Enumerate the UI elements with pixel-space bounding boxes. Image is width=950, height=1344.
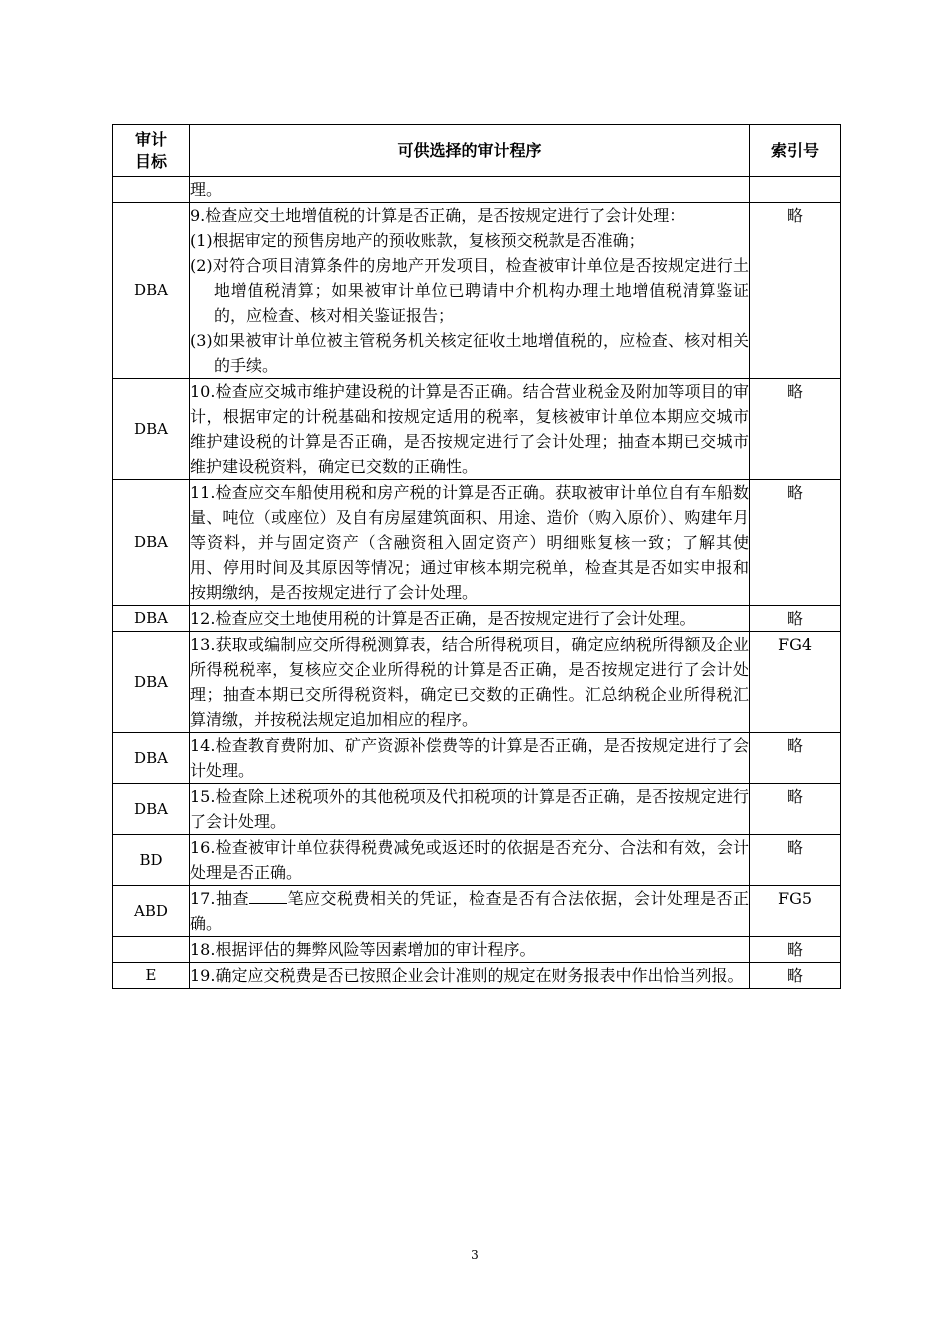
row-objective: DBA bbox=[113, 480, 190, 606]
row-procedure: 17.抽查 笔应交税费相关的凭证，检查是否有合法依据，会计处理是否正确。 bbox=[190, 886, 750, 937]
row-index bbox=[750, 177, 841, 203]
table-row bbox=[113, 379, 841, 480]
table-row bbox=[113, 963, 841, 989]
table-row bbox=[113, 886, 841, 937]
row-procedure: 14.检查教育费附加、矿产资源补偿费等的计算是否正确，是否按规定进行了会计处理。 bbox=[190, 733, 750, 784]
row-procedure: 19.确定应交税费是否已按照企业会计准则的规定在财务报表中作出恰当列报。 bbox=[190, 963, 750, 989]
audit-procedure-table bbox=[112, 124, 841, 989]
header-index: 索引号 bbox=[750, 125, 841, 177]
row-procedure: 理。 bbox=[190, 177, 750, 203]
row-procedure: 10.检查应交城市维护建设税的计算是否正确。结合营业税金及附加等项目的审计，根据审定的计税基础和按规定适用的税率，复核被审计单位本期应交城市维护建设税的计算是否正确，是否按规定进行了会计处理；抽查本期已交城市维护建设税资料，确定已交数的正确性。 bbox=[190, 379, 750, 480]
row-procedure: 12.检查应交土地使用税的计算是否正确，是否按规定进行了会计处理。 bbox=[190, 606, 750, 632]
row-index: FG5 bbox=[750, 886, 841, 937]
table-header-row bbox=[113, 125, 841, 177]
row-objective: DBA bbox=[113, 632, 190, 733]
row-procedure: 9.检查应交土地增值税的计算是否正确，是否按规定进行了会计处理： (1)根据审定的预售房地产的预收账款，复核预交税款是否准确； (2)对符合项目清算条件的房地产开发项目，检查被审计单位是否按规定进行土地增值税清算；如果被审计单位已聘请中介机构办理土地增值税清算鉴证的，应检查、核对相关鉴证报告； (3)如果被审计单位被主管税务机关核定征收土地增值税的，应检查、核对相关的手续。 bbox=[190, 203, 750, 379]
row-procedure: 11.检查应交车船使用税和房产税的计算是否正确。获取被审计单位自有车船数量、吨位（或座位）及自有房屋建筑面积、用途、造价（购入原价）、购建年月等资料，并与固定资产（含融资租入固定资产）明细账复核一致；了解其使用、停用时间及其原因等情况；通过审核本期完税单，检查其是否如实申报和按期缴纳，是否按规定进行了会计处理。 bbox=[190, 480, 750, 606]
table-row bbox=[113, 733, 841, 784]
table-row bbox=[113, 632, 841, 733]
row-objective: DBA bbox=[113, 784, 190, 835]
table-row bbox=[113, 480, 841, 606]
row-objective bbox=[113, 177, 190, 203]
header-procedure: 可供选择的审计程序 bbox=[190, 125, 750, 177]
row-index: 略 bbox=[750, 203, 841, 379]
header-objective: 审计 目标 bbox=[113, 125, 190, 177]
sub-item: (1)根据审定的预售房地产的预收账款，复核预交税款是否准确； bbox=[190, 231, 645, 250]
row-index: 略 bbox=[750, 963, 841, 989]
row-procedure: 16.检查被审计单位获得税费减免或返还时的依据是否充分、合法和有效，会计处理是否正确。 bbox=[190, 835, 750, 886]
row-objective: ABD bbox=[113, 886, 190, 937]
table-row bbox=[113, 203, 841, 379]
row-objective: E bbox=[113, 963, 190, 989]
row-index: 略 bbox=[750, 835, 841, 886]
row-procedure: 18.根据评估的舞弊风险等因素增加的审计程序。 bbox=[190, 937, 750, 963]
table-row bbox=[113, 177, 841, 203]
page-number: 3 bbox=[471, 1248, 479, 1262]
row-objective: DBA bbox=[113, 733, 190, 784]
fill-in-blank bbox=[249, 889, 287, 904]
row-objective bbox=[113, 937, 190, 963]
table-row bbox=[113, 606, 841, 632]
sub-item: (3)如果被审计单位被主管税务机关核定征收土地增值税的，应检查、核对相关的手续。 bbox=[190, 331, 749, 375]
row-index: 略 bbox=[750, 733, 841, 784]
row-index: 略 bbox=[750, 379, 841, 480]
row-objective: DBA bbox=[113, 203, 190, 379]
row-objective: DBA bbox=[113, 606, 190, 632]
row-index: 略 bbox=[750, 480, 841, 606]
row-index: 略 bbox=[750, 606, 841, 632]
row-index: FG4 bbox=[750, 632, 841, 733]
table-row bbox=[113, 784, 841, 835]
table-row bbox=[113, 937, 841, 963]
row-index: 略 bbox=[750, 937, 841, 963]
row-index: 略 bbox=[750, 784, 841, 835]
row-procedure: 13.获取或编制应交所得税测算表，结合所得税项目，确定应纳税所得额及企业所得税税率，复核应交企业所得税的计算是否正确，是否按规定进行了会计处理；抽查本期已交所得税资料，确定已交数的正确性。汇总纳税企业所得税汇算清缴，并按税法规定追加相应的程序。 bbox=[190, 632, 750, 733]
row-objective: BD bbox=[113, 835, 190, 886]
row-objective: DBA bbox=[113, 379, 190, 480]
table-row bbox=[113, 835, 841, 886]
sub-item: (2)对符合项目清算条件的房地产开发项目，检查被审计单位是否按规定进行土地增值税清算；如果被审计单位已聘请中介机构办理土地增值税清算鉴证的，应检查、核对相关鉴证报告； bbox=[190, 256, 749, 325]
row-procedure: 15.检查除上述税项外的其他税项及代扣税项的计算是否正确，是否按规定进行了会计处理。 bbox=[190, 784, 750, 835]
